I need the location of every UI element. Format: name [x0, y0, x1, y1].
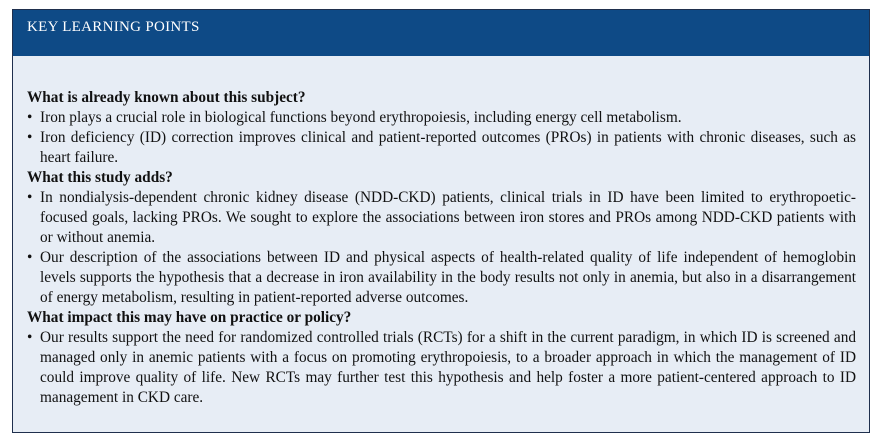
list-item — [27, 108, 856, 128]
list-item — [27, 188, 856, 248]
bullet-dot-icon: • — [27, 109, 33, 126]
box-content — [13, 56, 869, 408]
bullet-text: In nondialysis-dependent chronic kidney disease (NDD-CKD) patients, clinical trials in ID have been limited to erythropoetic-focused goals, lacking PROs. We sought to explore the associations between iron stores and PROs among NDD-CKD patients with or without anemia. — [40, 189, 856, 246]
section-known — [27, 88, 856, 168]
box-title: KEY LEARNING POINTS — [27, 19, 200, 35]
bullet-text: Iron deficiency (ID) correction improves clinical and patient-reported outcomes (PROs) in patients with chronic diseases, such as heart failure. — [40, 129, 856, 166]
key-learning-points-box — [12, 9, 870, 433]
bullet-text: Iron plays a crucial role in biological functions beyond erythropoiesis, including energy cell metabolism. — [40, 109, 682, 126]
bullet-text: Our description of the associations between ID and physical aspects of health-related quality of life independent of hemoglobin levels supports the hypothesis that a decrease in iron availability in the body results not only in anemia, but also in a disarrangement of energy metabolism, resulting in patient-reported adverse outcomes. — [40, 249, 856, 306]
section-study-adds — [27, 168, 856, 308]
section-impact — [27, 308, 856, 408]
bullet-list — [27, 188, 856, 308]
section-heading: What is already known about this subject? — [27, 89, 306, 106]
section-heading: What impact this may have on practice or policy? — [27, 309, 352, 326]
bullet-dot-icon: • — [27, 129, 33, 146]
list-item — [27, 128, 856, 168]
bullet-list — [27, 328, 856, 408]
box-header — [13, 10, 869, 56]
bullet-list — [27, 108, 856, 168]
bullet-dot-icon: • — [27, 249, 33, 266]
list-item — [27, 248, 856, 308]
section-heading: What this study adds? — [27, 169, 173, 186]
bullet-dot-icon: • — [27, 189, 33, 206]
bullet-text: Our results support the need for randomized controlled trials (RCTs) for a shift in the current paradigm, in which ID is screened and managed only in anemic patients with a focus on promoting erythropoiesis, to a broader approach in which the management of ID could improve quality of life. New RCTs may further test this hypothesis and help foster a more patient-centered approach to ID management in CKD care. — [40, 329, 856, 406]
list-item — [27, 328, 856, 408]
bullet-dot-icon: • — [27, 329, 33, 346]
